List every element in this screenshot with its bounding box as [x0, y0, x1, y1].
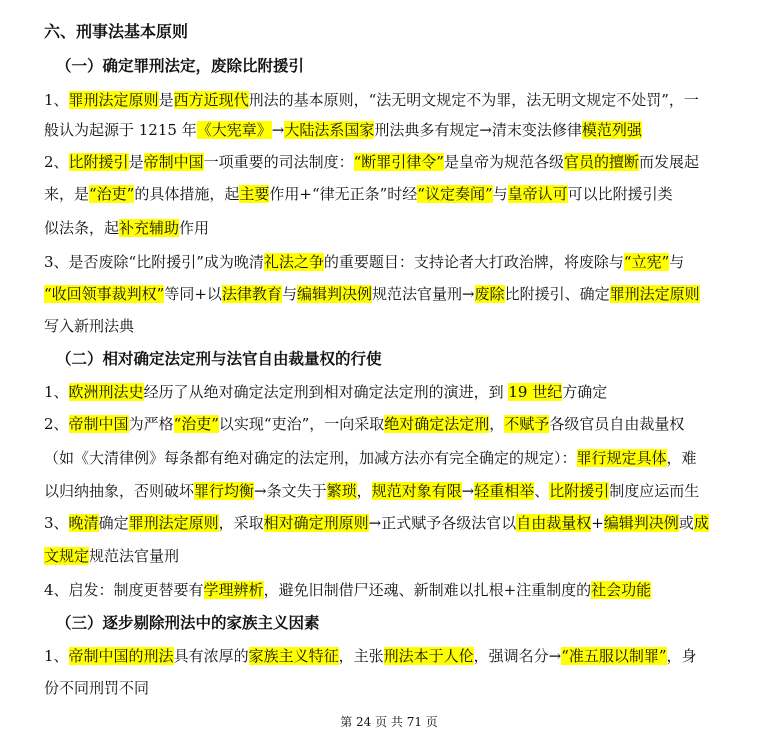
- text-segment: 1、: [44, 383, 69, 401]
- highlighted-term: 模范列强: [581, 121, 642, 139]
- text-line: [44, 448, 734, 468]
- text-segment: （一）确定罪刑法定，废除比附援引: [56, 56, 305, 75]
- text-segment: 以归纳抽象，否则破坏: [44, 482, 195, 500]
- page-footer: 第 24 页 共 71 页: [340, 715, 438, 729]
- section-heading: [56, 349, 734, 369]
- text-segment: 具有浓厚的: [173, 647, 249, 665]
- text-segment: 1、: [44, 647, 69, 665]
- text-line: [44, 481, 734, 501]
- highlighted-term: 社会功能: [591, 581, 652, 599]
- highlighted-term: 晚清: [68, 514, 99, 532]
- highlighted-term: 罪刑法定原则: [609, 285, 700, 303]
- text-segment: 确定: [98, 514, 129, 532]
- text-line: [44, 90, 734, 110]
- text-segment: 而发展起: [638, 153, 699, 171]
- highlighted-term: 罪刑法定原则: [128, 514, 219, 532]
- text-segment: ，避免旧制借尸还魂、新制难以扎根+注重制度的: [263, 581, 592, 599]
- text-segment: 与: [281, 285, 297, 303]
- text-segment: 似法条，起: [44, 219, 120, 237]
- highlighted-term: 法律教育: [221, 285, 282, 303]
- highlighted-term: 帝制中国: [68, 415, 129, 433]
- highlighted-term: 比附援引: [68, 153, 129, 171]
- text-segment: 来，是: [44, 185, 90, 203]
- text-segment: 刑法典多有规定→清末变法修律: [374, 121, 582, 139]
- text-line: [44, 120, 734, 140]
- highlighted-term: 主要: [239, 185, 270, 203]
- text-segment: 与: [669, 253, 685, 271]
- highlighted-term: 罪行均衡: [194, 482, 255, 500]
- section-heading: [56, 613, 734, 633]
- highlighted-term: 罪刑法定原则: [68, 91, 159, 109]
- text-segment: 刑法的基本原则，“法无明文规定不为罪，法无明文规定不处罚”，一: [248, 91, 699, 109]
- text-line: [44, 678, 734, 698]
- highlighted-term: 《大宪章》: [196, 121, 272, 139]
- highlighted-term: 成: [693, 514, 709, 532]
- text-segment: 的重要题目：支持论者大打政治牌，将废除与: [323, 253, 624, 271]
- highlighted-term: 刑法本于人伦: [383, 647, 474, 665]
- text-segment: 的具体措施，起: [134, 185, 240, 203]
- highlighted-term: “收回领事裁判权”: [44, 285, 165, 303]
- text-segment: ，身: [666, 647, 697, 665]
- text-segment: ，难: [666, 449, 697, 467]
- text-segment: 是: [158, 91, 174, 109]
- text-line: [44, 252, 734, 272]
- highlighted-term: 西方近现代: [173, 91, 249, 109]
- highlighted-term: 轻重相举: [474, 482, 535, 500]
- highlighted-term: 编辑判决例: [603, 514, 679, 532]
- highlighted-term: 编辑判决例: [296, 285, 372, 303]
- highlighted-term: 绝对确定法定刑: [384, 415, 490, 433]
- text-segment: →: [461, 482, 475, 500]
- text-segment: 2、: [44, 415, 69, 433]
- highlighted-term: 文规定: [44, 547, 90, 565]
- text-line: [44, 646, 734, 666]
- text-line: [44, 284, 734, 304]
- highlighted-term: 学理辨析: [203, 581, 264, 599]
- highlighted-term: “立宪”: [623, 253, 670, 271]
- text-line: [44, 316, 734, 336]
- text-segment: 份不同刑罚不同: [44, 679, 150, 697]
- highlighted-term: “断罪引律令”: [353, 153, 444, 171]
- text-segment: 3、: [44, 514, 69, 532]
- text-segment: 2、: [44, 153, 69, 171]
- text-line: [44, 546, 734, 566]
- text-segment: 3、是否废除“比附援引”成为晚清: [44, 253, 264, 271]
- text-segment: 是: [128, 153, 144, 171]
- text-segment: 制度应运而生: [609, 482, 700, 500]
- text-line: [44, 580, 734, 600]
- text-line: [44, 218, 734, 238]
- text-segment: 经历了从绝对确定法定刑到相对确定法定刑的演进，到: [143, 383, 509, 401]
- text-segment: （三）逐步剔除刑法中的家族主义因素: [56, 613, 320, 632]
- text-segment: 为严格: [128, 415, 174, 433]
- highlighted-term: 家族主义特征: [248, 647, 339, 665]
- text-segment: →正式赋予各级法官以: [368, 514, 517, 532]
- highlighted-term: “治吏”: [89, 185, 135, 203]
- text-segment: ，强调名分→: [473, 647, 562, 665]
- text-line: [44, 382, 734, 402]
- text-segment: 4、启发：制度更替要有: [44, 581, 204, 599]
- text-line: [44, 152, 734, 172]
- text-segment: →: [271, 121, 285, 139]
- highlighted-term: 废除: [474, 285, 505, 303]
- highlighted-term: 帝制中国: [143, 153, 204, 171]
- text-segment: 等同+以: [164, 285, 222, 303]
- text-line: [44, 414, 734, 434]
- text-segment: ，: [489, 415, 505, 433]
- highlighted-term: “治吏”: [173, 415, 219, 433]
- text-segment: 比附援引、确定: [504, 285, 610, 303]
- highlighted-term: 官员的擅断: [563, 153, 639, 171]
- text-segment: 各级官员自由裁量权: [549, 415, 685, 433]
- highlighted-term: 皇帝认可: [507, 185, 568, 203]
- text-segment: 般认为起源于 1215 年: [44, 121, 197, 139]
- text-segment: 是皇帝为规范各级: [443, 153, 564, 171]
- text-segment: 作用: [179, 219, 210, 237]
- highlighted-term: 相对确定刑原则: [263, 514, 369, 532]
- section-heading: [56, 56, 734, 76]
- highlighted-term: 礼法之争: [263, 253, 324, 271]
- text-segment: +: [591, 514, 604, 532]
- text-segment: 或: [678, 514, 694, 532]
- highlighted-term: 欧洲刑法史: [68, 383, 144, 401]
- text-segment: （二）相对确定法定刑与法官自由裁量权的行使: [56, 349, 382, 368]
- section-heading: [44, 22, 734, 42]
- text-segment: 规范法官量刑: [89, 547, 180, 565]
- text-segment: 可以比附援引类: [567, 185, 673, 203]
- text-segment: 写入新刑法典: [44, 317, 135, 335]
- text-segment: 规范法官量刑→: [371, 285, 475, 303]
- text-segment: （如《大清律例》每条都有绝对确定的法定刑，加减方法亦有完全确定的规定）：: [44, 449, 577, 467]
- highlighted-term: 规范对象有限: [371, 482, 462, 500]
- text-segment: 六、刑事法基本原则: [44, 22, 189, 41]
- highlighted-term: 帝制中国的刑法: [68, 647, 174, 665]
- text-segment: →条文失于: [254, 482, 327, 500]
- text-segment: ，主张: [338, 647, 384, 665]
- highlighted-term: 罪行规定具体: [576, 449, 667, 467]
- text-segment: 一项重要的司法制度：: [203, 153, 354, 171]
- text-line: [44, 184, 734, 204]
- text-segment: 作用+“律无正条”时经: [269, 185, 418, 203]
- highlighted-term: 不赋予: [504, 415, 550, 433]
- text-segment: 1、: [44, 91, 69, 109]
- highlighted-term: “准五服以制罪”: [561, 647, 667, 665]
- text-segment: 与: [492, 185, 508, 203]
- text-line: [44, 513, 734, 533]
- highlighted-term: “议定奏闻”: [417, 185, 493, 203]
- text-segment: ，: [356, 482, 372, 500]
- text-segment: 、: [534, 482, 550, 500]
- highlighted-term: 19 世纪: [508, 383, 563, 401]
- highlighted-term: 自由裁量权: [516, 514, 592, 532]
- highlighted-term: 大陆法系国家: [284, 121, 375, 139]
- text-segment: 方确定: [562, 383, 608, 401]
- text-segment: 以实现“吏治”，一向采取: [218, 415, 385, 433]
- highlighted-term: 补充辅助: [119, 219, 180, 237]
- highlighted-term: 繁琐: [326, 482, 357, 500]
- text-segment: ，采取: [218, 514, 264, 532]
- highlighted-term: 比附援引: [549, 482, 610, 500]
